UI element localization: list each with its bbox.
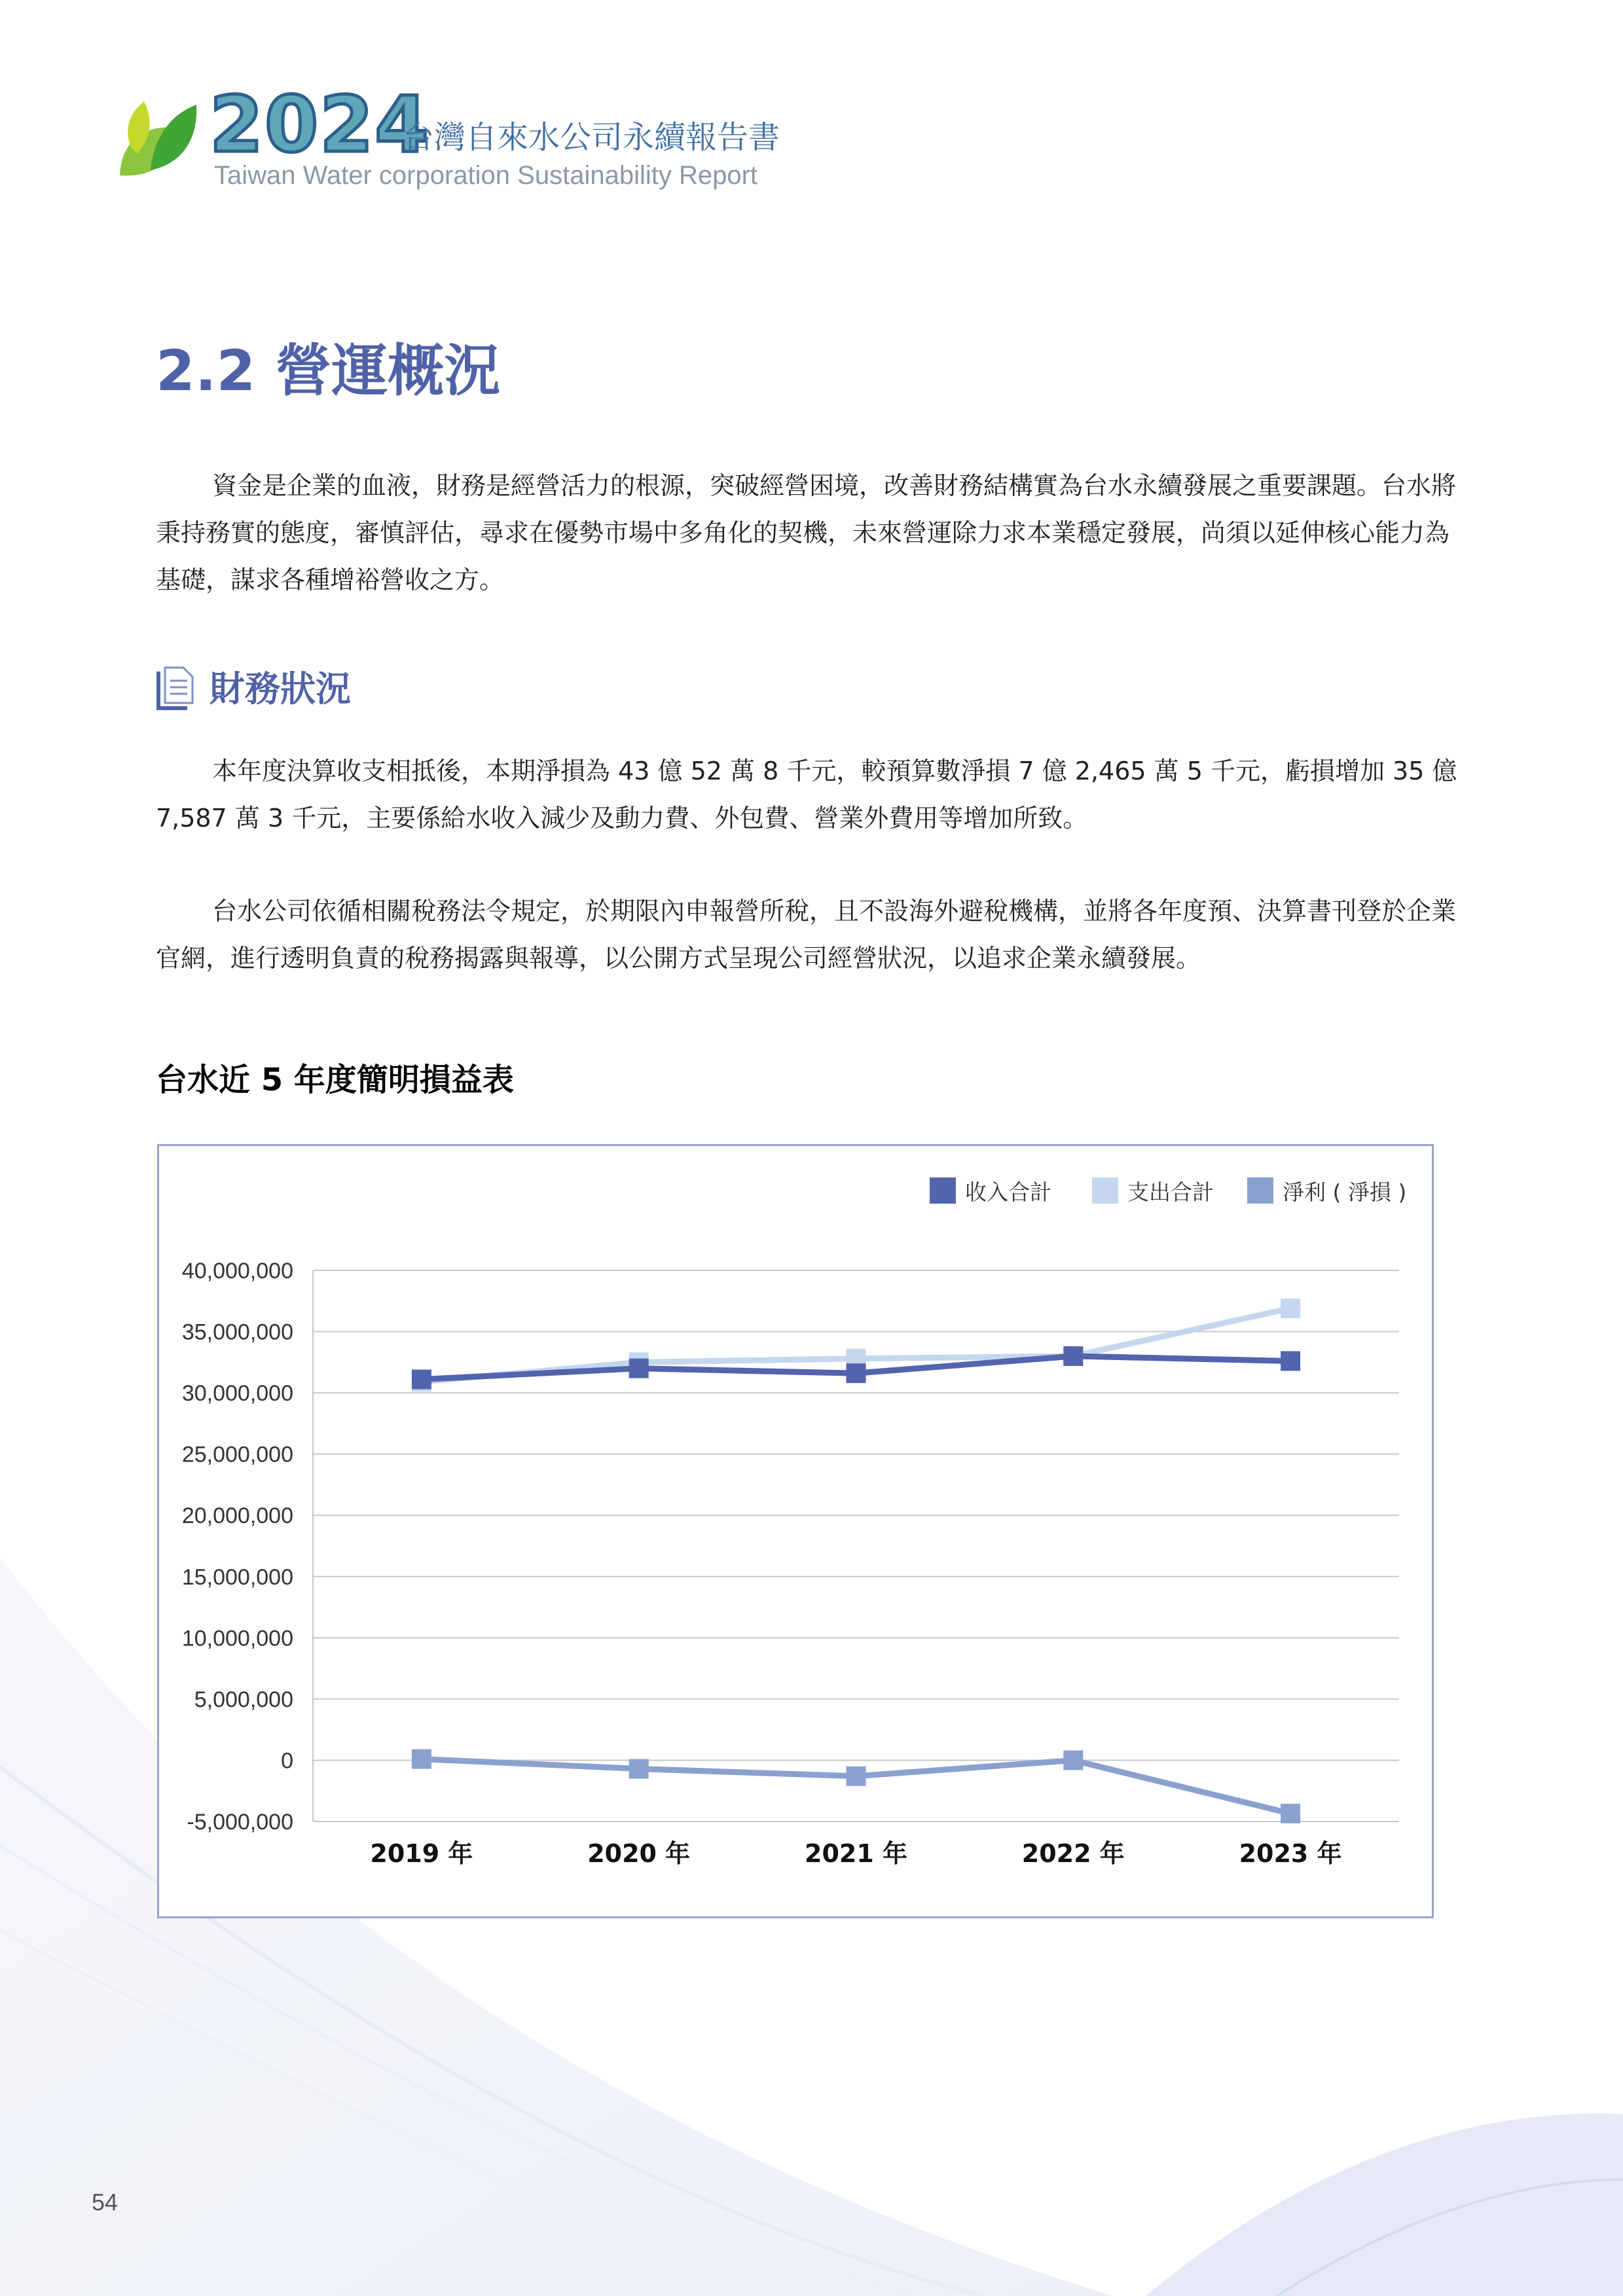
legend-swatch [1247, 1177, 1273, 1204]
data-point-marker [847, 1767, 866, 1786]
finance-subtitle: 財務狀況 [210, 668, 351, 709]
report-header [115, 79, 900, 200]
leaf-logo-icon [115, 98, 200, 183]
legend-label: 收入合計 [965, 1179, 1051, 1205]
data-point-marker [629, 1759, 649, 1779]
report-subtitle: Taiwan Water corporation Sustainability Report [214, 161, 758, 190]
legend-swatch [930, 1177, 956, 1204]
legend-swatch [1092, 1177, 1118, 1204]
y-tick-label: 15,000,000 [181, 1564, 293, 1590]
chart-title: 台水近 5 年度簡明損益表 [156, 1062, 514, 1098]
y-tick-label: 25,000,000 [181, 1442, 293, 1467]
chart-frame [157, 1144, 1434, 1918]
legend-label: 支出合計 [1127, 1179, 1214, 1205]
data-point-marker [847, 1363, 866, 1383]
intro-paragraph: 資金是企業的血液，財務是經營活力的根源，突破經營困境，改善財務結構實為台水永續發展之重要課題。台水將秉持務實的態度，審慎評估，尋求在優勢市場中多角化的契機，未來營運除力求本業穩定發展，尚須以延伸核心能力為基礎，謀求各種增裕營收之方。 [156, 471, 1457, 594]
report-title: 台灣自來水公司永續報告書 [403, 119, 780, 156]
y-tick-label: 30,000,000 [181, 1381, 293, 1407]
data-point-marker [629, 1359, 649, 1378]
x-tick-label: 2023 年 [1239, 1839, 1342, 1868]
finance-paragraph-2: 台水公司依循相關稅務法令規定，於期限內申報營所稅，且不設海外避稅機構，並將各年度預、決算書刊登於企業官網，進行透明負責的稅務揭露與報導，以公開方式呈現公司經營狀況，以追求企業永續發展。 [156, 897, 1457, 973]
data-point-marker [1063, 1346, 1083, 1366]
x-tick-label: 2022 年 [1021, 1839, 1125, 1868]
data-point-marker [1281, 1351, 1300, 1371]
y-tick-label: -5,000,000 [187, 1810, 293, 1835]
data-point-marker [1063, 1750, 1083, 1770]
y-tick-label: 20,000,000 [181, 1503, 293, 1529]
report-year: 2024 [210, 79, 430, 170]
document-icon [156, 665, 195, 711]
x-tick-label: 2021 年 [805, 1839, 907, 1868]
y-tick-label: 0 [281, 1748, 293, 1774]
data-point-marker [412, 1749, 431, 1769]
section-title: 2.2 營運概況 [156, 338, 501, 404]
legend-label: 淨利 ( 淨損 ) [1283, 1179, 1407, 1205]
x-tick-label: 2020 年 [587, 1839, 691, 1868]
y-tick-label: 35,000,000 [181, 1319, 293, 1345]
page-number: 54 [92, 2189, 119, 2215]
data-point-marker [1281, 1299, 1300, 1318]
income-statement-line-chart [159, 1146, 1432, 1916]
y-tick-label: 5,000,000 [194, 1687, 293, 1712]
data-point-marker [412, 1370, 431, 1390]
y-tick-label: 40,000,000 [181, 1259, 293, 1283]
data-point-marker [1281, 1804, 1300, 1823]
x-tick-label: 2019 年 [370, 1839, 473, 1868]
y-tick-label: 10,000,000 [181, 1626, 293, 1651]
finance-paragraph-1: 本年度決算收支相抵後，本期淨損為 43 億 52 萬 8 千元，較預算數淨損 7 億 2,465 萬 5 千元，虧損增加 35 億 7,587 萬 3 千元，主要係給水收入減少及動力費、外包費、營業外費用等增加所致。 [156, 757, 1457, 833]
